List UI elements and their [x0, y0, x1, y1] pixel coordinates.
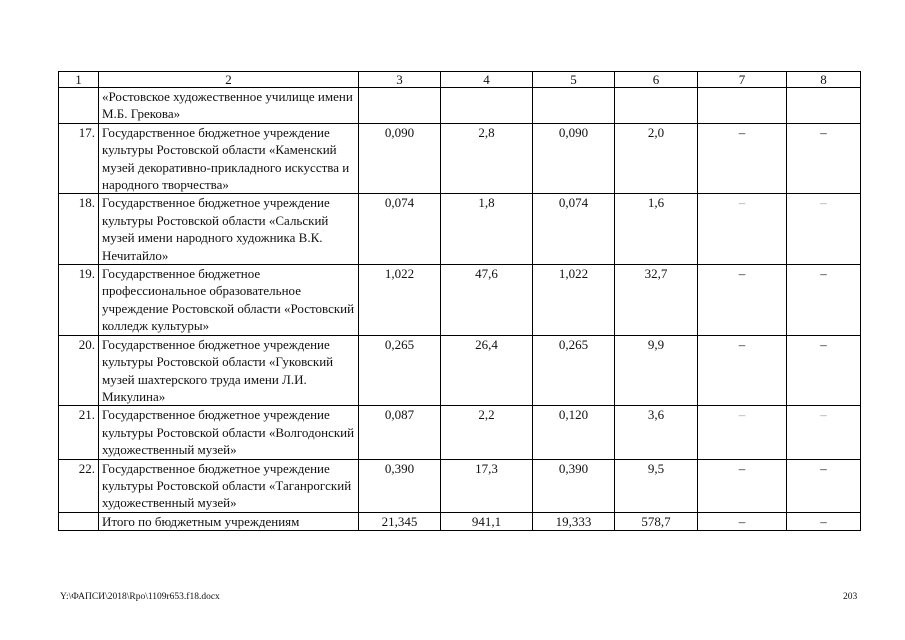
value-col-3: 21,345	[359, 512, 441, 530]
value-col-5: 1,022	[533, 265, 615, 336]
value-col-7: –	[698, 123, 787, 194]
value-col-7: –	[698, 194, 787, 265]
value-col-6	[615, 88, 698, 124]
value-col-8: –	[787, 265, 861, 336]
value-col-7: –	[698, 265, 787, 336]
value-col-3: 1,022	[359, 265, 441, 336]
institution-name: Государственное бюджетное учреждение культуры Ростовской области «Каменский музей декоративно-прикладного искусства и народного творчества»	[99, 123, 359, 194]
column-header: 8	[787, 72, 861, 88]
column-header: 5	[533, 72, 615, 88]
value-col-7: –	[698, 335, 787, 406]
row-number: 19.	[59, 265, 99, 336]
value-col-7	[698, 88, 787, 124]
row-number: 22.	[59, 459, 99, 512]
institution-name: «Ростовское художественное училище имени М.Б. Грекова»	[99, 88, 359, 124]
value-col-8: –	[787, 335, 861, 406]
row-number: 20.	[59, 335, 99, 406]
row-number: 17.	[59, 123, 99, 194]
value-col-6: 9,9	[615, 335, 698, 406]
row-number	[59, 512, 99, 530]
table-row	[59, 123, 861, 194]
row-number	[59, 88, 99, 124]
footer-file-path: Y:\ФАПСИ\2018\Rpo\1109r653.f18.docx	[60, 592, 220, 602]
value-col-4: 26,4	[441, 335, 533, 406]
column-header: 1	[59, 72, 99, 88]
institution-name: Итого по бюджетным учреждениям	[99, 512, 359, 530]
value-col-3: 0,087	[359, 406, 441, 459]
value-col-7: –	[698, 459, 787, 512]
institution-name: Государственное бюджетное профессиональное образовательное учреждение Ростовской области «Ростовский колледж культуры»	[99, 265, 359, 336]
table-row	[59, 406, 861, 459]
value-col-5: 0,120	[533, 406, 615, 459]
value-col-3	[359, 88, 441, 124]
institution-name: Государственное бюджетное учреждение культуры Ростовской области «Гуковский музей шахтерского труда имени Л.И. Микулина»	[99, 335, 359, 406]
value-col-3: 0,090	[359, 123, 441, 194]
table-row	[59, 512, 861, 530]
institution-name: Государственное бюджетное учреждение культуры Ростовской области «Таганрогский художественный музей»	[99, 459, 359, 512]
value-col-4	[441, 88, 533, 124]
value-col-3: 0,390	[359, 459, 441, 512]
value-col-8: –	[787, 512, 861, 530]
institution-name: Государственное бюджетное учреждение культуры Ростовской области «Волгодонский художественный музей»	[99, 406, 359, 459]
page-number: 203	[843, 592, 858, 602]
table-row	[59, 88, 861, 124]
value-col-3: 0,074	[359, 194, 441, 265]
value-col-6: 32,7	[615, 265, 698, 336]
header-row	[59, 72, 861, 88]
table-body	[59, 88, 861, 531]
value-col-3: 0,265	[359, 335, 441, 406]
value-col-6: 1,6	[615, 194, 698, 265]
value-col-8: –	[787, 123, 861, 194]
value-col-6: 578,7	[615, 512, 698, 530]
column-header: 6	[615, 72, 698, 88]
value-col-5: 0,090	[533, 123, 615, 194]
row-number: 21.	[59, 406, 99, 459]
table-row	[59, 194, 861, 265]
value-col-6: 2,0	[615, 123, 698, 194]
value-col-5: 19,333	[533, 512, 615, 530]
value-col-4: 1,8	[441, 194, 533, 265]
table-row	[59, 459, 861, 512]
value-col-4: 2,8	[441, 123, 533, 194]
value-col-5: 0,390	[533, 459, 615, 512]
value-col-5: 0,265	[533, 335, 615, 406]
value-col-4: 17,3	[441, 459, 533, 512]
value-col-5: 0,074	[533, 194, 615, 265]
value-col-7: –	[698, 512, 787, 530]
value-col-8: –	[787, 194, 861, 265]
value-col-8: –	[787, 406, 861, 459]
value-col-7: –	[698, 406, 787, 459]
value-col-4: 2,2	[441, 406, 533, 459]
column-header: 3	[359, 72, 441, 88]
institution-name: Государственное бюджетное учреждение культуры Ростовской области «Сальский музей имени народного художника В.К. Нечитайло»	[99, 194, 359, 265]
data-table	[58, 71, 861, 531]
row-number: 18.	[59, 194, 99, 265]
value-col-4: 47,6	[441, 265, 533, 336]
value-col-8: –	[787, 459, 861, 512]
value-col-6: 3,6	[615, 406, 698, 459]
value-col-6: 9,5	[615, 459, 698, 512]
column-header: 2	[99, 72, 359, 88]
table-row	[59, 335, 861, 406]
column-header: 4	[441, 72, 533, 88]
value-col-4: 941,1	[441, 512, 533, 530]
value-col-8	[787, 88, 861, 124]
column-header: 7	[698, 72, 787, 88]
value-col-5	[533, 88, 615, 124]
table-row	[59, 265, 861, 336]
